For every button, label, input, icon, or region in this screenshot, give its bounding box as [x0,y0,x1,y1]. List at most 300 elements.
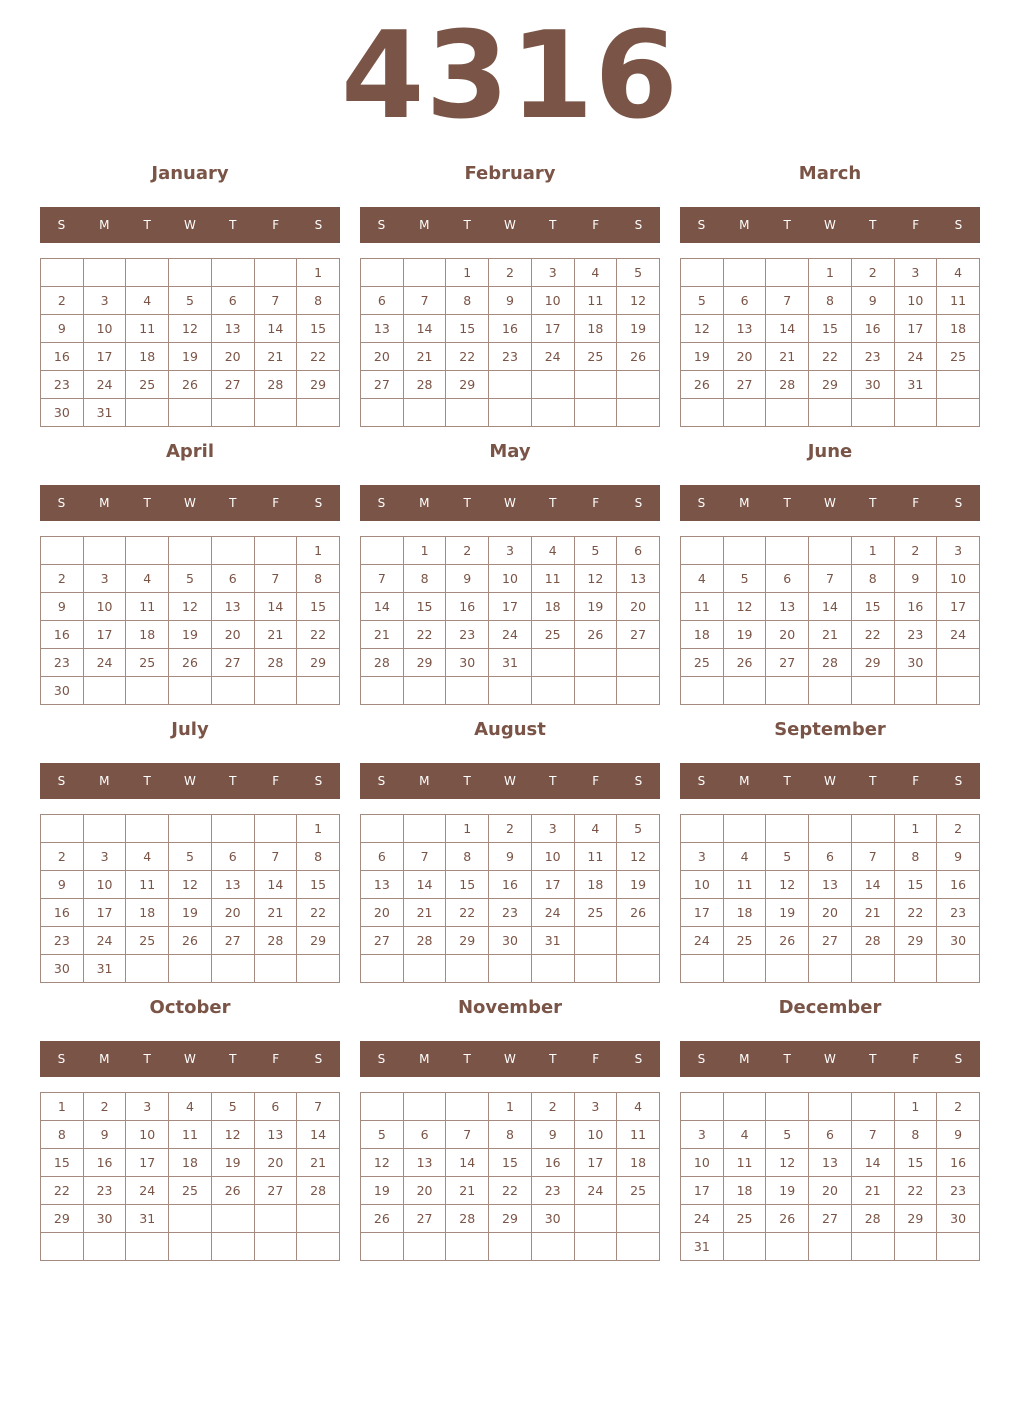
weekday-label: F [272,218,280,232]
day-cell: 24 [489,621,532,649]
day-cell: 18 [574,315,617,343]
week-row [681,593,980,621]
day-cell: 20 [403,1177,446,1205]
day-cell: 6 [211,565,254,593]
weekday-label: S [954,496,963,510]
day-cell: 22 [297,899,340,927]
empty-cell [361,815,404,843]
day-cell: 14 [403,871,446,899]
weekday-label: S [697,496,706,510]
day-cell: 15 [894,1149,937,1177]
day-cell: 26 [723,649,766,677]
weekday-label: S [954,218,963,232]
weekday-label: T [869,218,877,232]
day-cell: 11 [723,871,766,899]
empty-cell [574,371,617,399]
day-cell: 16 [531,1149,574,1177]
day-grid [680,814,980,983]
weekday-label: M [99,496,110,510]
day-cell: 11 [126,871,169,899]
day-cell: 29 [446,927,489,955]
weekday-label: M [99,774,110,788]
empty-cell [723,537,766,565]
empty-cell [723,1233,766,1261]
week-row [41,1233,340,1261]
weekday-label: S [314,496,323,510]
day-cell: 19 [574,593,617,621]
empty-cell [489,399,532,427]
day-cell: 5 [766,843,809,871]
month-name: June [807,441,853,462]
week-row [41,815,340,843]
week-row [41,1121,340,1149]
day-grid [360,814,660,983]
day-grid [40,258,340,427]
day-cell: 11 [531,565,574,593]
empty-cell [446,677,489,705]
day-grid [40,814,340,983]
weekday-label: T [143,218,151,232]
day-cell: 23 [894,621,937,649]
day-cell: 8 [489,1121,532,1149]
day-cell: 8 [809,287,852,315]
week-row [361,399,660,427]
day-cell: 4 [681,565,724,593]
week-row [681,537,980,565]
day-cell: 13 [766,593,809,621]
weekday-label: M [419,496,430,510]
day-cell: 13 [254,1121,297,1149]
day-cell: 29 [41,1205,84,1233]
empty-cell [766,259,809,287]
week-row [681,565,980,593]
empty-cell [809,815,852,843]
day-cell: 1 [297,815,340,843]
empty-cell [937,955,980,983]
day-cell: 24 [83,649,126,677]
day-cell: 15 [446,871,489,899]
day-cell: 15 [297,871,340,899]
weekday-label: T [549,218,557,232]
weekday-label: W [824,774,836,788]
day-cell: 31 [489,649,532,677]
day-cell: 28 [254,649,297,677]
day-cell: 19 [211,1149,254,1177]
day-cell: 15 [851,593,894,621]
day-cell: 13 [211,593,254,621]
week-row [41,843,340,871]
day-cell: 15 [489,1149,532,1177]
empty-cell [126,1233,169,1261]
day-cell: 4 [937,259,980,287]
week-row [681,343,980,371]
day-cell: 7 [851,843,894,871]
weekday-header [40,207,340,243]
day-cell: 18 [126,899,169,927]
day-cell: 5 [211,1093,254,1121]
day-cell: 14 [851,871,894,899]
weekday-label: M [419,774,430,788]
day-cell: 29 [446,371,489,399]
day-grid [40,1092,340,1261]
day-cell: 24 [894,343,937,371]
week-row [41,955,340,983]
day-cell: 26 [766,927,809,955]
weekday-label: S [57,1052,66,1066]
day-cell: 4 [574,259,617,287]
day-cell: 5 [169,843,212,871]
day-cell: 21 [851,1177,894,1205]
weekday-label: S [57,774,66,788]
day-cell: 24 [531,899,574,927]
weekday-label: S [314,1052,323,1066]
weekday-label: T [229,496,237,510]
day-cell: 5 [574,537,617,565]
week-row [361,843,660,871]
day-cell: 22 [489,1177,532,1205]
day-cell: 9 [894,565,937,593]
weekday-header [40,485,340,521]
day-cell: 20 [211,621,254,649]
day-cell: 7 [851,1121,894,1149]
month-name: October [149,997,231,1018]
empty-cell [446,1233,489,1261]
day-cell: 21 [254,343,297,371]
week-row [41,899,340,927]
weekday-label: F [912,218,920,232]
day-cell: 13 [403,1149,446,1177]
day-cell: 18 [937,315,980,343]
day-cell: 11 [126,315,169,343]
day-cell: 17 [937,593,980,621]
month-name: August [474,719,546,740]
weekday-label: W [504,496,516,510]
day-cell: 26 [617,343,660,371]
week-row [361,343,660,371]
empty-cell [211,399,254,427]
weekday-label: T [143,496,151,510]
day-cell: 25 [126,649,169,677]
weekday-label: W [504,774,516,788]
empty-cell [681,1093,724,1121]
day-cell: 7 [297,1093,340,1121]
day-cell: 7 [254,843,297,871]
weekday-label: S [697,774,706,788]
day-cell: 27 [403,1205,446,1233]
weekday-header [40,763,340,799]
day-cell: 18 [574,871,617,899]
empty-cell [681,537,724,565]
empty-cell [489,677,532,705]
day-cell: 30 [41,677,84,705]
day-cell: 9 [851,287,894,315]
day-cell: 6 [766,565,809,593]
weekday-label: S [377,218,386,232]
weekday-label: S [634,774,643,788]
day-cell: 9 [531,1121,574,1149]
week-row [361,899,660,927]
day-cell: 18 [169,1149,212,1177]
month-name: November [457,997,563,1018]
day-cell: 3 [894,259,937,287]
day-cell: 31 [531,927,574,955]
week-row [681,899,980,927]
day-grid [40,536,340,705]
empty-cell [211,259,254,287]
week-row [41,1177,340,1205]
empty-cell [617,927,660,955]
week-row [361,565,660,593]
empty-cell [211,1205,254,1233]
day-grid [680,258,980,427]
day-cell: 27 [211,927,254,955]
empty-cell [297,1205,340,1233]
day-cell: 20 [723,343,766,371]
empty-cell [169,815,212,843]
day-cell: 4 [531,537,574,565]
day-cell: 1 [446,815,489,843]
day-cell: 27 [766,649,809,677]
empty-cell [489,371,532,399]
empty-cell [617,1205,660,1233]
week-row [681,1093,980,1121]
empty-cell [446,955,489,983]
day-cell: 21 [809,621,852,649]
week-row [681,259,980,287]
empty-cell [254,815,297,843]
day-cell: 9 [937,843,980,871]
week-row [41,399,340,427]
day-cell: 14 [254,593,297,621]
week-row [41,315,340,343]
day-cell: 22 [851,621,894,649]
day-cell: 2 [83,1093,126,1121]
week-row [41,1149,340,1177]
week-row [41,371,340,399]
weekday-label: F [912,496,920,510]
empty-cell [297,677,340,705]
empty-cell [574,399,617,427]
week-row [681,1121,980,1149]
day-cell: 3 [937,537,980,565]
empty-cell [169,955,212,983]
day-cell: 28 [403,371,446,399]
week-row [41,343,340,371]
empty-cell [254,955,297,983]
day-cell: 4 [723,843,766,871]
week-row [361,259,660,287]
day-cell: 18 [723,1177,766,1205]
day-cell: 30 [489,927,532,955]
day-cell: 27 [361,927,404,955]
weekday-label: F [272,1052,280,1066]
day-cell: 20 [254,1149,297,1177]
weekday-header [360,763,660,799]
empty-cell [723,399,766,427]
weekday-header [360,207,660,243]
day-cell: 19 [617,315,660,343]
week-row [361,1121,660,1149]
empty-cell [126,815,169,843]
day-grid [360,258,660,427]
day-cell: 5 [681,287,724,315]
day-cell: 24 [83,371,126,399]
day-cell: 17 [83,621,126,649]
weekday-label: W [504,1052,516,1066]
day-cell: 25 [531,621,574,649]
empty-cell [254,677,297,705]
day-cell: 12 [574,565,617,593]
week-row [361,677,660,705]
week-row [681,871,980,899]
day-cell: 23 [489,899,532,927]
weekday-label: T [783,496,791,510]
week-row [361,287,660,315]
day-cell: 27 [617,621,660,649]
weekday-label: T [463,496,471,510]
day-cell: 23 [41,371,84,399]
day-cell: 30 [937,1205,980,1233]
day-cell: 12 [766,871,809,899]
day-cell: 2 [446,537,489,565]
week-row [361,871,660,899]
weekday-label: S [314,218,323,232]
empty-cell [531,677,574,705]
weekday-label: M [419,218,430,232]
empty-cell [574,1205,617,1233]
day-cell: 20 [766,621,809,649]
day-cell: 2 [894,537,937,565]
day-cell: 11 [574,287,617,315]
week-row [681,621,980,649]
day-cell: 17 [681,1177,724,1205]
day-cell: 8 [851,565,894,593]
empty-cell [894,677,937,705]
empty-cell [83,259,126,287]
weekday-header [360,485,660,521]
weekday-label: S [314,774,323,788]
empty-cell [851,399,894,427]
day-cell: 26 [617,899,660,927]
day-cell: 22 [403,621,446,649]
day-cell: 30 [851,371,894,399]
day-cell: 31 [681,1233,724,1261]
day-cell: 16 [83,1149,126,1177]
day-cell: 22 [297,343,340,371]
day-cell: 9 [41,593,84,621]
empty-cell [617,955,660,983]
day-cell: 3 [531,259,574,287]
day-cell: 19 [169,343,212,371]
empty-cell [211,1233,254,1261]
day-cell: 30 [41,955,84,983]
empty-cell [617,399,660,427]
day-cell: 8 [297,287,340,315]
day-cell: 22 [894,1177,937,1205]
weekday-label: T [463,218,471,232]
day-cell: 28 [446,1205,489,1233]
week-row [361,649,660,677]
empty-cell [809,955,852,983]
empty-cell [809,677,852,705]
day-cell: 18 [617,1149,660,1177]
day-grid [680,1092,980,1261]
day-cell: 11 [681,593,724,621]
day-cell: 27 [211,649,254,677]
empty-cell [403,399,446,427]
weekday-label: W [504,218,516,232]
day-cell: 5 [617,259,660,287]
weekday-label: T [463,1052,471,1066]
week-row [41,1093,340,1121]
day-cell: 11 [169,1121,212,1149]
day-cell: 28 [254,371,297,399]
week-row [41,537,340,565]
day-cell: 28 [851,927,894,955]
day-cell: 16 [894,593,937,621]
empty-cell [723,259,766,287]
day-cell: 24 [681,927,724,955]
empty-cell [851,677,894,705]
weekday-label: F [912,1052,920,1066]
weekday-label: S [697,218,706,232]
empty-cell [361,955,404,983]
empty-cell [126,955,169,983]
empty-cell [83,537,126,565]
day-cell: 15 [809,315,852,343]
day-cell: 18 [723,899,766,927]
day-cell: 6 [403,1121,446,1149]
weekday-label: T [229,218,237,232]
day-cell: 9 [446,565,489,593]
day-cell: 20 [361,343,404,371]
empty-cell [403,259,446,287]
day-cell: 22 [41,1177,84,1205]
weekday-header [360,1041,660,1077]
day-cell: 13 [211,315,254,343]
day-cell: 22 [297,621,340,649]
day-cell: 26 [766,1205,809,1233]
day-cell: 7 [361,565,404,593]
weekday-label: T [549,774,557,788]
day-cell: 20 [211,343,254,371]
day-cell: 23 [851,343,894,371]
weekday-label: S [634,496,643,510]
day-cell: 23 [446,621,489,649]
day-cell: 21 [766,343,809,371]
day-cell: 4 [126,843,169,871]
day-cell: 29 [297,927,340,955]
week-row [681,287,980,315]
day-cell: 8 [297,565,340,593]
day-cell: 5 [766,1121,809,1149]
day-cell: 19 [723,621,766,649]
empty-cell [937,649,980,677]
weekday-label: W [824,496,836,510]
empty-cell [681,399,724,427]
day-cell: 8 [41,1121,84,1149]
empty-cell [211,537,254,565]
week-row [681,815,980,843]
empty-cell [574,927,617,955]
day-cell: 2 [531,1093,574,1121]
empty-cell [574,955,617,983]
empty-cell [361,677,404,705]
weekday-label: S [57,218,66,232]
day-cell: 5 [169,287,212,315]
week-row [41,287,340,315]
week-row [681,955,980,983]
